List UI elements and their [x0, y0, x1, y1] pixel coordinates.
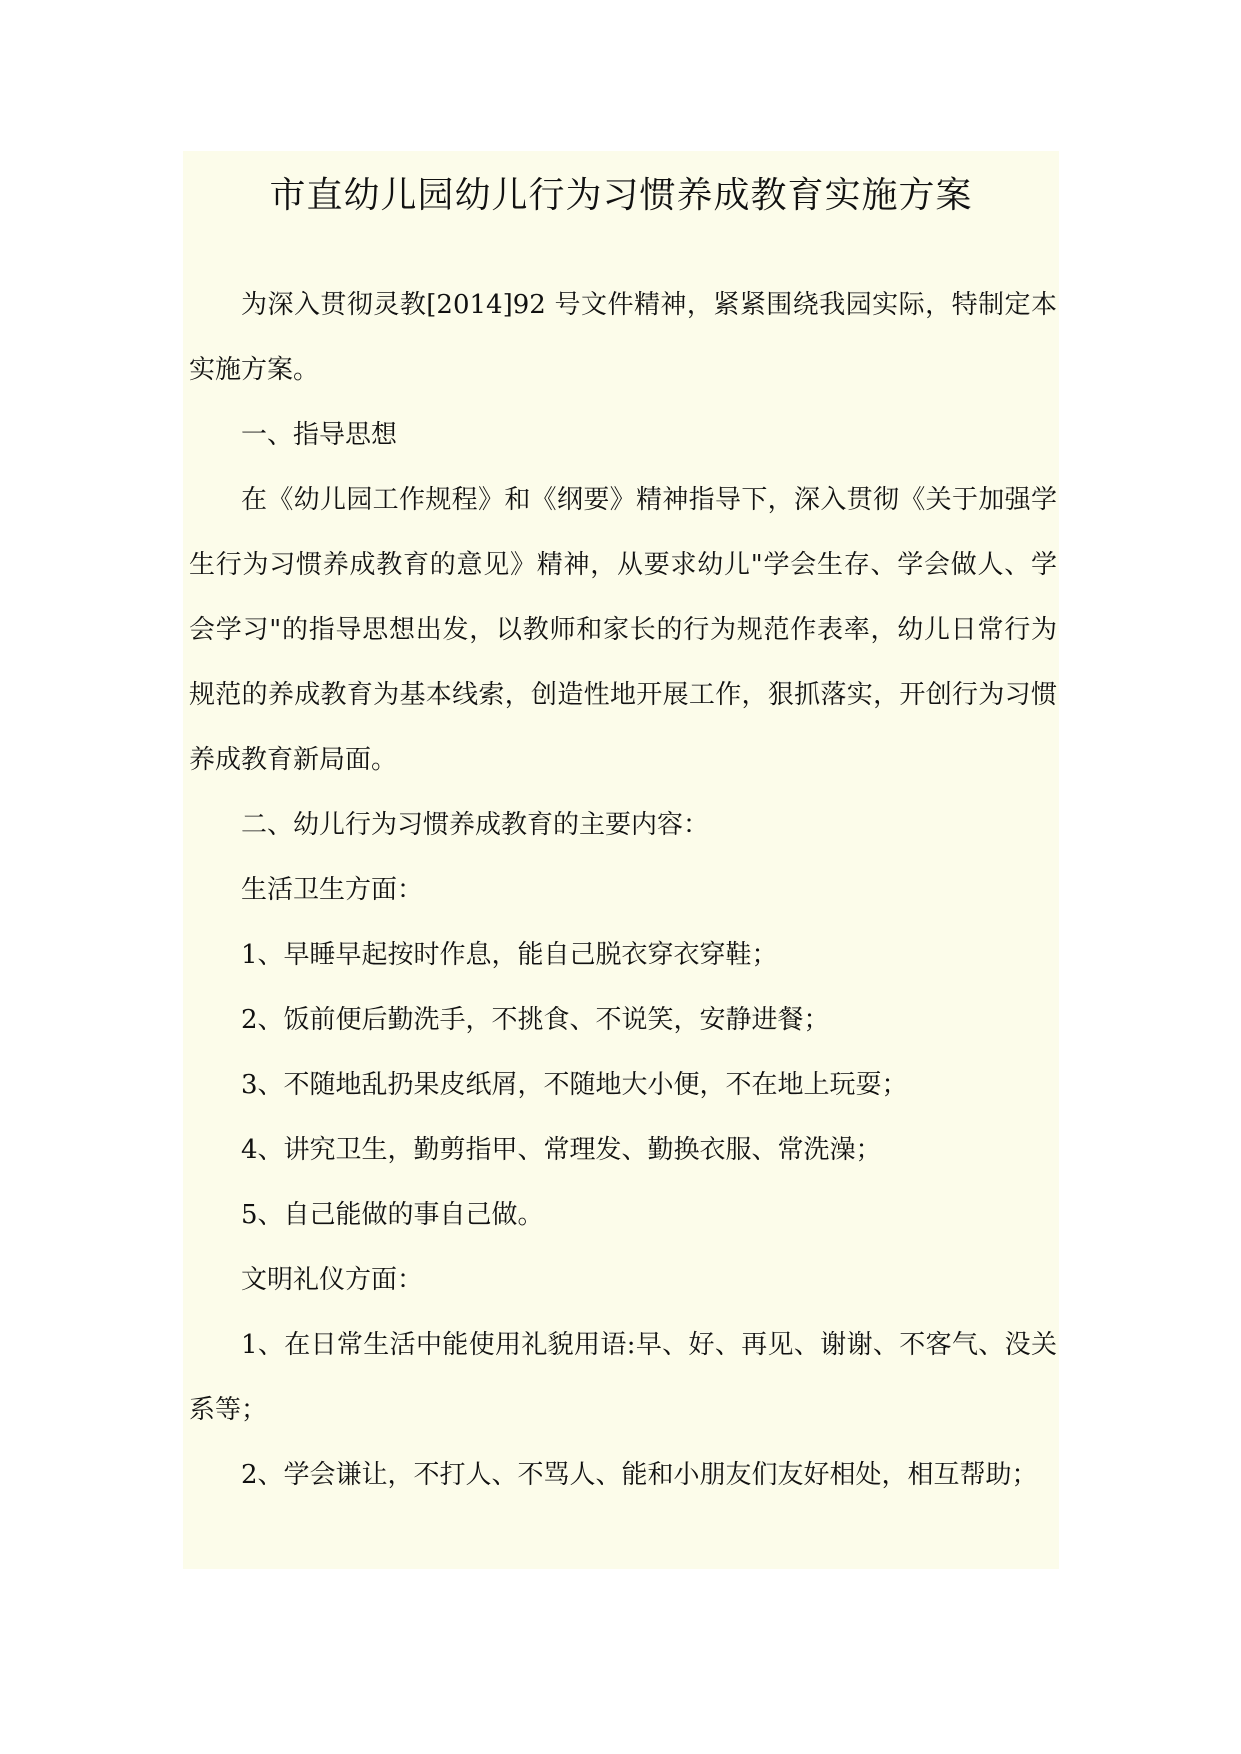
- guiding-thought-paragraph: 在《幼儿园工作规程》和《纲要》精神指导下，深入贯彻《关于加强学生行为习惯养成教育的意见》精神，从要求幼儿"学会生存、学会做人、学会学习"的指导思想出发，以教师和家长的行为规范作表率，幼儿日常行为规范的养成教育为基本线索，创造性地开展工作，狠抓落实，开创行为习惯养成教育新局面。: [189, 485, 1057, 775]
- section-heading-guiding-thought: 一、指导思想: [241, 420, 398, 450]
- hygiene-item-4: 4、讲究卫生，勤剪指甲、常理发、勤换衣服、常洗澡；: [241, 1135, 882, 1165]
- subheading-etiquette: 文明礼仪方面：: [241, 1265, 424, 1295]
- document-title: 市直幼儿园幼儿行为习惯养成教育实施方案: [269, 175, 973, 216]
- section-heading-main-content: 二、幼儿行为习惯养成教育的主要内容：: [241, 810, 710, 840]
- etiquette-item-2: 2、学会谦让，不打人、不骂人、能和小朋友们友好相处，相互帮助；: [241, 1460, 1038, 1490]
- intro-paragraph: 为深入贯彻灵教[2014]92 号文件精神，紧紧围绕我园实际，特制定本实施方案。: [189, 290, 1057, 385]
- document-page: [183, 151, 1059, 1569]
- document-body: [189, 273, 1057, 1508]
- hygiene-item-5: 5、自己能做的事自己做。: [241, 1200, 544, 1230]
- subheading-hygiene: 生活卫生方面：: [241, 875, 424, 905]
- etiquette-item-1: 1、在日常生活中能使用礼貌用语:早、好、再见、谢谢、不客气、没关系等；: [189, 1330, 1057, 1425]
- hygiene-item-3: 3、不随地乱扔果皮纸屑，不随地大小便，不在地上玩耍；: [241, 1070, 908, 1100]
- hygiene-item-1: 1、早睡早起按时作息，能自己脱衣穿衣穿鞋；: [241, 940, 778, 970]
- hygiene-item-2: 2、饭前便后勤洗手，不挑食、不说笑，安静进餐；: [241, 1005, 830, 1035]
